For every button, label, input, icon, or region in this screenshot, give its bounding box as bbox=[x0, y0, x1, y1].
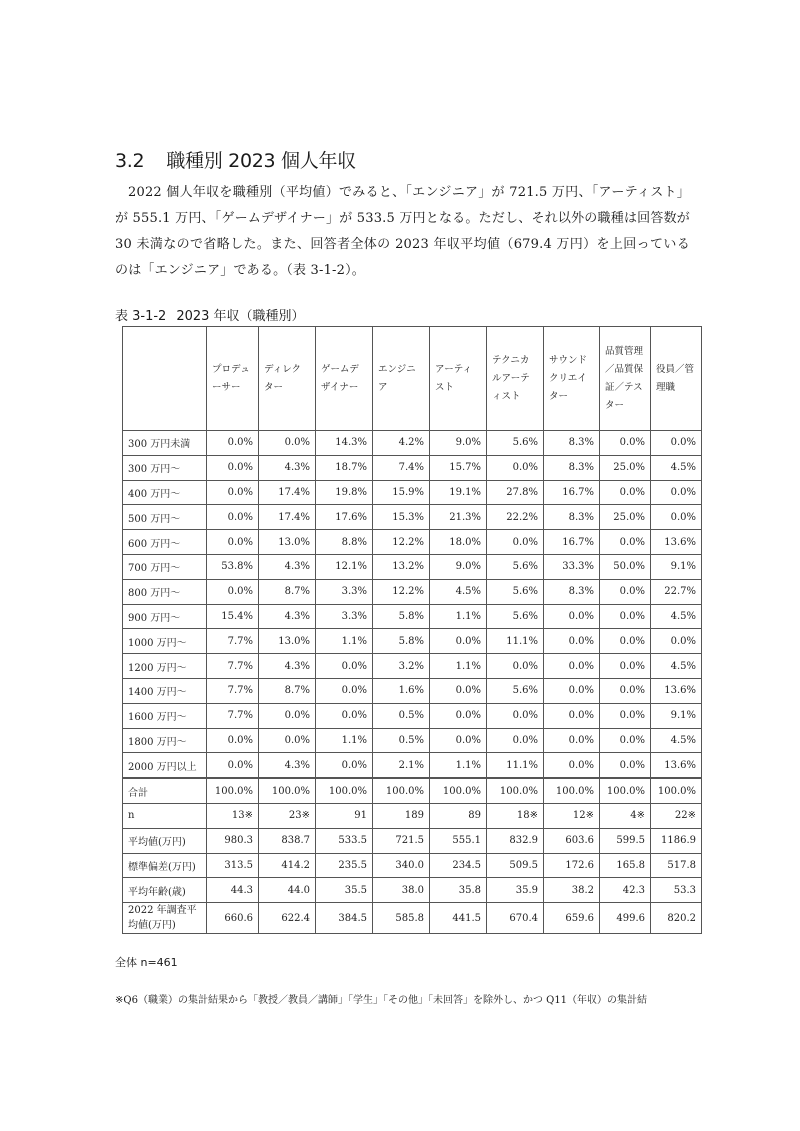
table-cell: 0.0% bbox=[544, 703, 600, 728]
table-row bbox=[123, 505, 702, 530]
table-cell: 0.0% bbox=[487, 728, 544, 753]
row-label: 合計 bbox=[123, 778, 207, 803]
table-cell: 25.0% bbox=[600, 505, 651, 530]
table-cell: 7.7% bbox=[207, 703, 259, 728]
table-cell: 9.0% bbox=[430, 554, 487, 579]
table-row bbox=[123, 753, 702, 778]
table-row bbox=[123, 878, 702, 903]
table-cell: 4.5% bbox=[651, 728, 702, 753]
table-cell: 7.7% bbox=[207, 629, 259, 654]
table-row bbox=[123, 604, 702, 629]
table-cell: 89 bbox=[430, 803, 487, 828]
table-cell: 4.3% bbox=[259, 455, 316, 480]
table-cell: 1.1% bbox=[430, 753, 487, 778]
table-cell: 100.0% bbox=[316, 778, 373, 803]
table-cell: 5.6% bbox=[487, 678, 544, 703]
table-cell: 0.0% bbox=[487, 654, 544, 679]
table-cell: 13※ bbox=[207, 803, 259, 828]
table-cell: 235.5 bbox=[316, 853, 373, 878]
table-cell: 16.7% bbox=[544, 480, 600, 505]
table-cell: 0.0% bbox=[600, 678, 651, 703]
table-cell: 0.0% bbox=[430, 703, 487, 728]
table-cell: 35.8 bbox=[430, 878, 487, 903]
table-cell: 27.8% bbox=[487, 480, 544, 505]
table-cell: 1.1% bbox=[316, 728, 373, 753]
table-cell: 18.7% bbox=[316, 455, 373, 480]
table-cell: 16.7% bbox=[544, 530, 600, 555]
row-label: 1600 万円～ bbox=[123, 703, 207, 728]
table-row bbox=[123, 728, 702, 753]
table-cell: 313.5 bbox=[207, 853, 259, 878]
table-cell: 13.2% bbox=[373, 554, 430, 579]
table-cell: 0.0% bbox=[600, 753, 651, 778]
table-cell: 19.8% bbox=[316, 480, 373, 505]
table-cell: 0.0% bbox=[207, 579, 259, 604]
table-cell: 0.0% bbox=[487, 530, 544, 555]
table-cell: 53.3 bbox=[651, 878, 702, 903]
table-header-cell: ゲームデザイナー bbox=[316, 327, 373, 431]
table-cell: 555.1 bbox=[430, 828, 487, 853]
table-caption-title: 2023 年収（職種別） bbox=[176, 309, 305, 324]
footnote-total: 全体 n=461 bbox=[115, 956, 178, 969]
table-cell: 0.0% bbox=[600, 728, 651, 753]
table-cell: 18.0% bbox=[430, 530, 487, 555]
table-cell: 5.6% bbox=[487, 554, 544, 579]
row-label: 平均値(万円) bbox=[123, 828, 207, 853]
table-cell: 1186.9 bbox=[651, 828, 702, 853]
table-cell: 659.6 bbox=[544, 903, 600, 934]
table-cell: 0.0% bbox=[259, 431, 316, 456]
table-cell: 0.0% bbox=[544, 753, 600, 778]
table-cell: 8.3% bbox=[544, 431, 600, 456]
table-header-cell: テクニカルアーティスト bbox=[487, 327, 544, 431]
table-cell: 599.5 bbox=[600, 828, 651, 853]
row-label: 400 万円～ bbox=[123, 480, 207, 505]
table-cell: 1.1% bbox=[316, 629, 373, 654]
table-cell: 2.1% bbox=[373, 753, 430, 778]
table-cell: 11.1% bbox=[487, 753, 544, 778]
row-label: n bbox=[123, 803, 207, 828]
table-cell: 3.2% bbox=[373, 654, 430, 679]
table-cell: 5.6% bbox=[487, 604, 544, 629]
table-cell: 100.0% bbox=[651, 778, 702, 803]
table-cell: 14.3% bbox=[316, 431, 373, 456]
table-cell: 0.0% bbox=[207, 505, 259, 530]
table-cell: 509.5 bbox=[487, 853, 544, 878]
table-cell: 0.0% bbox=[430, 678, 487, 703]
table-cell: 0.0% bbox=[259, 703, 316, 728]
table-cell: 4.3% bbox=[259, 554, 316, 579]
table-cell: 4.5% bbox=[651, 654, 702, 679]
section-title: 職種別 2023 個人年収 bbox=[166, 150, 356, 172]
table-cell: 0.0% bbox=[487, 455, 544, 480]
table-cell: 0.0% bbox=[316, 654, 373, 679]
table-row bbox=[123, 480, 702, 505]
table-cell: 0.0% bbox=[207, 530, 259, 555]
table-cell: 0.0% bbox=[600, 629, 651, 654]
table-cell: 0.0% bbox=[207, 728, 259, 753]
table-cell: 12.2% bbox=[373, 579, 430, 604]
table-cell: 384.5 bbox=[316, 903, 373, 934]
table-cell: 660.6 bbox=[207, 903, 259, 934]
table-row bbox=[123, 455, 702, 480]
table-cell: 622.4 bbox=[259, 903, 316, 934]
table-header-blank bbox=[123, 327, 207, 431]
table-header-cell: エンジニア bbox=[373, 327, 430, 431]
row-label: 300 万円未満 bbox=[123, 431, 207, 456]
table-cell: 603.6 bbox=[544, 828, 600, 853]
table-cell: 499.6 bbox=[600, 903, 651, 934]
table-cell: 22.7% bbox=[651, 579, 702, 604]
table-cell: 13.0% bbox=[259, 530, 316, 555]
row-label: 800 万円～ bbox=[123, 579, 207, 604]
table-cell: 100.0% bbox=[207, 778, 259, 803]
table-cell: 18※ bbox=[487, 803, 544, 828]
table-cell: 0.0% bbox=[316, 703, 373, 728]
row-label: 2000 万円以上 bbox=[123, 753, 207, 778]
table-cell: 0.0% bbox=[487, 703, 544, 728]
table-cell: 5.8% bbox=[373, 629, 430, 654]
table-cell: 50.0% bbox=[600, 554, 651, 579]
table-cell: 0.0% bbox=[544, 629, 600, 654]
table-cell: 0.0% bbox=[600, 604, 651, 629]
table-cell: 340.0 bbox=[373, 853, 430, 878]
table-cell: 0.0% bbox=[316, 753, 373, 778]
table-cell: 22※ bbox=[651, 803, 702, 828]
table-cell: 23※ bbox=[259, 803, 316, 828]
table-cell: 13.6% bbox=[651, 753, 702, 778]
table-cell: 533.5 bbox=[316, 828, 373, 853]
row-label: 600 万円～ bbox=[123, 530, 207, 555]
table-cell: 0.0% bbox=[207, 753, 259, 778]
table-cell: 670.4 bbox=[487, 903, 544, 934]
table-cell: 0.0% bbox=[600, 703, 651, 728]
income-table bbox=[122, 326, 702, 934]
table-cell: 100.0% bbox=[544, 778, 600, 803]
table-cell: 0.0% bbox=[430, 629, 487, 654]
table-cell: 1.1% bbox=[430, 604, 487, 629]
table-cell: 7.4% bbox=[373, 455, 430, 480]
table-cell: 9.1% bbox=[651, 703, 702, 728]
table-cell: 7.7% bbox=[207, 654, 259, 679]
table-cell: 9.0% bbox=[430, 431, 487, 456]
table-cell: 44.3 bbox=[207, 878, 259, 903]
table-cell: 15.7% bbox=[430, 455, 487, 480]
table-cell: 8.3% bbox=[544, 505, 600, 530]
table-cell: 35.5 bbox=[316, 878, 373, 903]
table-cell: 100.0% bbox=[600, 778, 651, 803]
table-cell: 15.9% bbox=[373, 480, 430, 505]
table-cell: 1.1% bbox=[430, 654, 487, 679]
table-header-cell: 品質管理／品質保証／テスター bbox=[600, 327, 651, 431]
table-cell: 0.5% bbox=[373, 703, 430, 728]
section-heading bbox=[115, 146, 356, 173]
row-label: 1400 万円～ bbox=[123, 678, 207, 703]
table-cell: 15.4% bbox=[207, 604, 259, 629]
table-row bbox=[123, 678, 702, 703]
table-cell: 44.0 bbox=[259, 878, 316, 903]
table-row bbox=[123, 803, 702, 828]
table-cell: 21.3% bbox=[430, 505, 487, 530]
table-cell: 0.0% bbox=[544, 654, 600, 679]
table-cell: 0.0% bbox=[207, 455, 259, 480]
table-cell: 5.6% bbox=[487, 579, 544, 604]
table-cell: 0.0% bbox=[207, 431, 259, 456]
table-cell: 4.5% bbox=[651, 604, 702, 629]
table-cell: 4.5% bbox=[430, 579, 487, 604]
table-cell: 0.0% bbox=[544, 678, 600, 703]
table-cell: 35.9 bbox=[487, 878, 544, 903]
table-cell: 0.0% bbox=[544, 728, 600, 753]
table-cell: 172.6 bbox=[544, 853, 600, 878]
table-row bbox=[123, 703, 702, 728]
table-cell: 12※ bbox=[544, 803, 600, 828]
table-header-cell: ディレクター bbox=[259, 327, 316, 431]
table-cell: 820.2 bbox=[651, 903, 702, 934]
table-cell: 0.0% bbox=[600, 530, 651, 555]
table-cell: 1.6% bbox=[373, 678, 430, 703]
table-cell: 3.3% bbox=[316, 579, 373, 604]
row-label: 1800 万円～ bbox=[123, 728, 207, 753]
table-row bbox=[123, 654, 702, 679]
table-cell: 0.0% bbox=[651, 480, 702, 505]
table-cell: 100.0% bbox=[259, 778, 316, 803]
table-cell: 585.8 bbox=[373, 903, 430, 934]
table-row bbox=[123, 903, 702, 934]
table-cell: 13.6% bbox=[651, 530, 702, 555]
table-cell: 25.0% bbox=[600, 455, 651, 480]
table-cell: 17.6% bbox=[316, 505, 373, 530]
table-cell: 53.8% bbox=[207, 554, 259, 579]
body-paragraph bbox=[115, 180, 690, 284]
table-cell: 4.3% bbox=[259, 654, 316, 679]
table-cell: 517.8 bbox=[651, 853, 702, 878]
table-cell: 8.3% bbox=[544, 455, 600, 480]
table-cell: 100.0% bbox=[373, 778, 430, 803]
table-cell: 189 bbox=[373, 803, 430, 828]
table-cell: 5.8% bbox=[373, 604, 430, 629]
table-cell: 0.0% bbox=[651, 431, 702, 456]
table-row bbox=[123, 778, 702, 803]
table-row bbox=[123, 554, 702, 579]
row-label: 900 万円～ bbox=[123, 604, 207, 629]
table-cell: 234.5 bbox=[430, 853, 487, 878]
table-cell: 15.3% bbox=[373, 505, 430, 530]
table-cell: 17.4% bbox=[259, 480, 316, 505]
table-caption bbox=[115, 305, 305, 324]
row-label: 1200 万円～ bbox=[123, 654, 207, 679]
table-cell: 8.8% bbox=[316, 530, 373, 555]
table-cell: 12.2% bbox=[373, 530, 430, 555]
table-cell: 22.2% bbox=[487, 505, 544, 530]
table-cell: 838.7 bbox=[259, 828, 316, 853]
table-cell: 8.3% bbox=[544, 579, 600, 604]
table-header-cell: プロデューサー bbox=[207, 327, 259, 431]
table-cell: 4.5% bbox=[651, 455, 702, 480]
row-label: 700 万円～ bbox=[123, 554, 207, 579]
table-cell: 832.9 bbox=[487, 828, 544, 853]
table-cell: 0.0% bbox=[651, 629, 702, 654]
table-cell: 11.1% bbox=[487, 629, 544, 654]
table-cell: 8.7% bbox=[259, 678, 316, 703]
table-header-cell: サウンドクリエイター bbox=[544, 327, 600, 431]
table-cell: 4※ bbox=[600, 803, 651, 828]
section-number: 3.2 bbox=[115, 150, 145, 172]
table-cell: 165.8 bbox=[600, 853, 651, 878]
table-cell: 38.0 bbox=[373, 878, 430, 903]
table-cell: 42.3 bbox=[600, 878, 651, 903]
table-cell: 0.0% bbox=[651, 505, 702, 530]
table-cell: 17.4% bbox=[259, 505, 316, 530]
table-cell: 5.6% bbox=[487, 431, 544, 456]
table-cell: 980.3 bbox=[207, 828, 259, 853]
table-cell: 100.0% bbox=[430, 778, 487, 803]
table-row bbox=[123, 828, 702, 853]
row-label: 平均年齢(歳) bbox=[123, 878, 207, 903]
table-header-cell: 役員／管理職 bbox=[651, 327, 702, 431]
table-cell: 0.0% bbox=[600, 431, 651, 456]
table-row bbox=[123, 853, 702, 878]
row-label: 1000 万円～ bbox=[123, 629, 207, 654]
table-header-cell: アーティスト bbox=[430, 327, 487, 431]
row-label: 標準偏差(万円) bbox=[123, 853, 207, 878]
table-cell: 0.0% bbox=[544, 604, 600, 629]
table-cell: 414.2 bbox=[259, 853, 316, 878]
row-label: 300 万円～ bbox=[123, 455, 207, 480]
table-row bbox=[123, 431, 702, 456]
table-row bbox=[123, 629, 702, 654]
table-cell: 0.0% bbox=[259, 728, 316, 753]
table-cell: 4.3% bbox=[259, 604, 316, 629]
table-cell: 3.3% bbox=[316, 604, 373, 629]
table-cell: 4.3% bbox=[259, 753, 316, 778]
table-cell: 441.5 bbox=[430, 903, 487, 934]
table-cell: 0.0% bbox=[600, 579, 651, 604]
table-header-row bbox=[123, 327, 702, 431]
table-cell: 0.0% bbox=[600, 654, 651, 679]
row-label: 2022 年調査平均値(万円) bbox=[123, 903, 207, 934]
table-cell: 0.0% bbox=[207, 480, 259, 505]
table-cell: 7.7% bbox=[207, 678, 259, 703]
table-cell: 9.1% bbox=[651, 554, 702, 579]
table-cell: 0.0% bbox=[600, 480, 651, 505]
table-cell: 13.0% bbox=[259, 629, 316, 654]
table-caption-number: 表 3-1-2 bbox=[115, 309, 167, 324]
table-cell: 8.7% bbox=[259, 579, 316, 604]
table-cell: 38.2 bbox=[544, 878, 600, 903]
table-row bbox=[123, 530, 702, 555]
table-row bbox=[123, 579, 702, 604]
table-cell: 721.5 bbox=[373, 828, 430, 853]
table-cell: 19.1% bbox=[430, 480, 487, 505]
table-cell: 4.2% bbox=[373, 431, 430, 456]
table-cell: 100.0% bbox=[487, 778, 544, 803]
table-cell: 91 bbox=[316, 803, 373, 828]
table-cell: 33.3% bbox=[544, 554, 600, 579]
table-cell: 0.5% bbox=[373, 728, 430, 753]
table-cell: 13.6% bbox=[651, 678, 702, 703]
row-label: 500 万円～ bbox=[123, 505, 207, 530]
footnote-note: ※Q6（職業）の集計結果から「教授／教員／講師」「学生」「その他」「未回答」を除外し、かつ Q11（年収）の集計結 bbox=[115, 995, 648, 1006]
paragraph-text: 2022 個人年収を職種別（平均値）でみると、「エンジニア」が 721.5 万円、「アーティスト」が 555.1 万円、「ゲームデザイナー」が 533.5 万円となる。ただし、それ以外の職種は回答数が 30 未満なので省略した。また、回答者全体の 2023 年収平均値（679.4 万円）を上回っているのは「エンジニア」である。（表 3-1-2）。 bbox=[115, 185, 690, 278]
table-cell: 0.0% bbox=[430, 728, 487, 753]
table-cell: 12.1% bbox=[316, 554, 373, 579]
table-cell: 0.0% bbox=[316, 678, 373, 703]
